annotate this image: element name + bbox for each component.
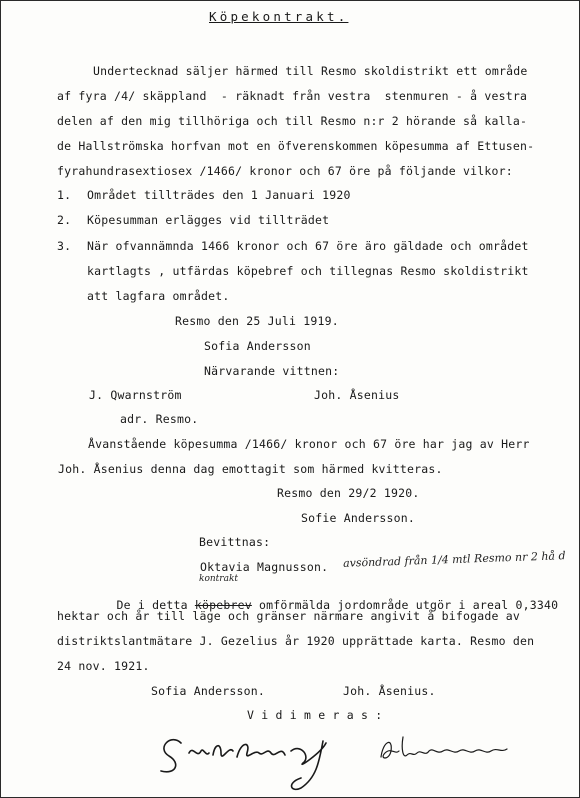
body-line: fyrahundrasextiosex /1466/ kronor och 67 öre på följande vilkor:	[57, 164, 513, 178]
condition-number: 3.	[57, 239, 72, 253]
seller-name: Sofia Andersson	[204, 339, 311, 353]
condition-number: 2.	[57, 213, 72, 227]
condition-text: Köpesumman erlägges vid tillträdet	[87, 213, 330, 227]
handwritten-signature-1	[151, 723, 351, 793]
condition-text: kartlagts , utfärdas köpebref och tillegnas Resmo skoldistrikt	[87, 264, 529, 278]
vidimeras-label: V i d i m e r a s :	[247, 708, 383, 722]
condition-text: att lagfara området.	[87, 289, 230, 303]
condition-number: 1.	[57, 188, 72, 202]
document-title: Köpekontrakt.	[209, 9, 349, 24]
condition-text: När ofvannämnda 1466 kronor och 67 öre äro gäldade och området	[87, 239, 529, 253]
witnesses-label: Närvarande vittnen:	[204, 364, 340, 378]
condition-text: Området tillträdes den 1 Januari 1920	[87, 188, 351, 202]
place-date: Resmo den 29/2 1920.	[277, 486, 420, 500]
body-line: Undertecknad säljer härmed till Resmo skoldistrikt ett område	[93, 64, 528, 78]
handwritten-correction: kontrakt	[199, 574, 239, 584]
handwritten-insertion: avsöndrad från 1/4 mtl Resmo nr 2 hå d	[342, 549, 566, 570]
witness-address: adr. Resmo.	[120, 412, 199, 426]
final-text: omförmälda jordområde utgör i areal 0,3340	[259, 598, 559, 612]
final-line: hektar och år till läge och gränser närmare angivit å bifogade av	[57, 609, 521, 623]
body-line: delen af den mig tillhöriga och till Resmo n:r 2 hörande så kalla-	[57, 114, 528, 128]
witness-name: Joh. Åsenius	[314, 388, 400, 402]
final-text: De i detta	[116, 598, 188, 612]
body-line: af fyra /4/ skäppland - räknadt från vestra stenmuren - å vestra	[57, 89, 528, 103]
attest-label: Bevittnas:	[199, 535, 271, 549]
struck-word: köpebrev	[194, 598, 252, 612]
body-line: de Hallströmska horfvan mot en öfverenskommen köpesumma af Ettusen-	[57, 139, 535, 153]
receipt-line: Joh. Åsenius denna dag emottagit som härmed kvitteras.	[58, 462, 443, 476]
handwritten-signature-2	[373, 729, 523, 769]
final-line: distriktslantmätare J. Gezelius år 1920 upprättade karta. Resmo den	[57, 634, 535, 648]
seller-name: Sofie Andersson.	[301, 511, 415, 525]
attest-witness: Oktavia Magnusson.	[200, 560, 329, 574]
place-date: Resmo den 25 Juli 1919.	[175, 314, 339, 328]
witness-name: J. Qwarnström	[89, 388, 182, 402]
receipt-line: Åvanstående köpesumma /1466/ kronor och 67 öre har jag av Herr	[88, 437, 530, 451]
final-signature-name: Sofia Andersson.	[151, 684, 265, 698]
final-signature-name: Joh. Åsenius.	[343, 684, 436, 698]
final-line: 24 nov. 1921.	[57, 659, 150, 673]
